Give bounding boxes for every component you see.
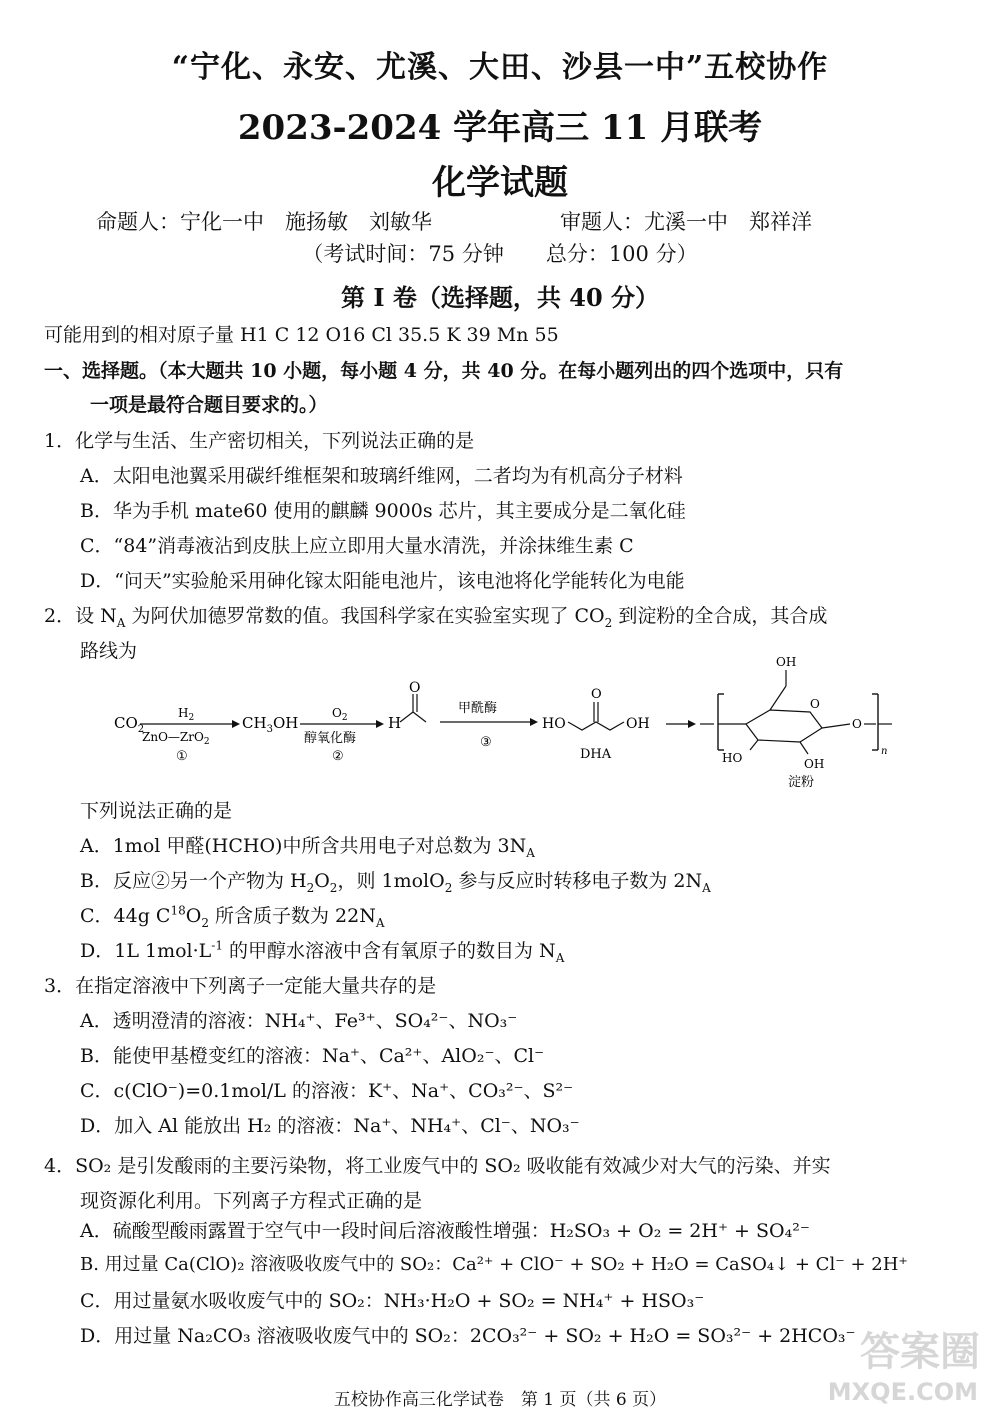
q1-option-d: D．“问天”实验舱采用砷化镓太阳能电池片，该电池将化学能转化为电能 — [80, 570, 685, 592]
q1-option-a: A．太阳电池翼采用碳纤维框架和玻璃纤维网，二者均为有机高分子材料 — [80, 465, 683, 487]
q2-stem-line2: 路线为 — [80, 640, 138, 662]
part-title-line1: 一、选择题。（本大题共 10 小题，每小题 4 分，共 40 分。在每小题列出的四个选项中，只有 — [44, 360, 844, 382]
svg-text:③: ③ — [480, 735, 492, 750]
q2-option-d: D．1L $1mol\cdot L^{-1}$ 的甲醇水溶液中含有氧原子的数目为 $N_A$ — [80, 938, 565, 965]
svg-text:H2: $H_2$ — [178, 706, 195, 723]
svg-text:ZnO—ZrO2: ZnO—ZrO$_2$ — [142, 730, 210, 747]
q3-option-d: D．加入 Al 能放出 H₂ 的溶液：Na⁺、NH₄⁺、Cl⁻、NO₃⁻ — [80, 1115, 580, 1137]
watermark-logo: 答案圈 — [860, 1329, 980, 1375]
synthesis-route-scheme — [110, 650, 900, 790]
q4-option-d: D．用过量 Na₂CO₃ 溶液吸收废气中的 SO₂：2CO₃²⁻ + SO₂ + H₂O = SO₃²⁻ + 2HCO₃⁻ — [80, 1325, 856, 1347]
exam-subject-title: 化学试题 — [432, 163, 568, 203]
q4-option-b: B. 用过量 Ca(ClO)₂ 溶液吸收废气中的 SO₂：Ca²⁺ + ClO⁻ + SO₂ + H₂O = CaSO₄↓ + Cl⁻ + 2H⁺ — [80, 1254, 908, 1275]
svg-text:CH3OH: $CH_3OH$ — [242, 714, 299, 735]
atomic-mass-line: 可能用到的相对原子量 H1 C 12 O16 Cl 35.5 K 39 Mn 55 — [44, 324, 559, 346]
q3-stem: 3．在指定溶液中下列离子一定能大量共存的是 — [44, 975, 437, 997]
svg-text:CO2: $CO_2$ — [114, 714, 145, 735]
svg-text:甲酰酶: 甲酰酶 — [458, 701, 498, 716]
svg-text:OH: OH — [804, 757, 825, 771]
q1-stem: 1．化学与生活、生产密切相关，下列说法正确的是 — [44, 430, 475, 452]
exam-time-score: （考试时间：75 分钟 总分：100 分） — [302, 242, 698, 266]
svg-text:OH: OH — [626, 716, 650, 732]
svg-text:n: n — [881, 746, 888, 757]
svg-text:HO: HO — [542, 716, 566, 732]
q2-option-a: A．1mol 甲醛(HCHO)中所含共用电子对总数为 $3N_A$ — [80, 835, 535, 860]
q3-option-a: A．透明澄清的溶液：NH₄⁺、Fe³⁺、SO₄²⁻、NO₃⁻ — [80, 1010, 518, 1032]
svg-text:①: ① — [176, 749, 188, 764]
svg-text:HO: HO — [722, 751, 743, 765]
svg-text:O: O — [810, 697, 820, 711]
q1-option-b: B．华为手机 mate60 使用的麒麟 9000s 芯片，其主要成分是二氧化硅 — [80, 500, 686, 522]
q2-option-c: C．44g $C^{18}O_2$ 所含质子数为 $22N_A$ — [80, 903, 385, 930]
exam-header-line1: “宁化、永安、尤溪、大田、沙县一中”五校协作 — [171, 50, 829, 85]
q1-option-c: C．“84”消毒液沾到皮肤上应立即用大量水清洗，并涂抹维生素 C — [80, 535, 634, 557]
svg-text:OH: OH — [776, 655, 797, 669]
svg-text:DHA: DHA — [580, 747, 612, 762]
q2-stem-line1: 2．设 $N_A$ 为阿伏加德罗常数的值。我国科学家在实验室实现了 $CO_2$ 到淀粉的全合成，其合成 — [44, 605, 828, 630]
svg-text:H: H — [388, 714, 402, 732]
svg-text:淀粉: 淀粉 — [788, 775, 815, 790]
q3-option-b: B．能使甲基橙变红的溶液：Na⁺、Ca²⁺、AlO₂⁻、Cl⁻ — [80, 1045, 545, 1067]
q4-option-a: A．硫酸型酸雨露置于空气中一段时间后溶液酸性增强：H₂SO₃ + O₂ = 2H⁺ + SO₄²⁻ — [80, 1220, 810, 1242]
authors-left: 命题人：宁化一中 施扬敏 刘敏华 — [96, 210, 432, 234]
watermark-url: MXQE.COM — [827, 1378, 978, 1406]
q3-option-c: C．c(ClO⁻)=0.1mol/L 的溶液：K⁺、Na⁺、CO₃²⁻、S²⁻ — [80, 1080, 574, 1102]
svg-text:O: O — [409, 680, 421, 696]
part-title-line2: 一项是最符合题目要求的。） — [90, 394, 328, 416]
q4-option-c: C．用过量氨水吸收废气中的 SO₂：NH₃·H₂O + SO₂ = NH₄⁺ + HSO₃⁻ — [80, 1290, 705, 1312]
authors-right: 审题人：尤溪一中 郑祥洋 — [560, 210, 812, 234]
q4-stem-line2: 现资源化利用。下列离子方程式正确的是 — [80, 1190, 423, 1212]
svg-text:醇氧化酶: 醇氧化酶 — [304, 731, 357, 746]
svg-text:O: O — [591, 687, 602, 702]
q2-lead: 下列说法正确的是 — [80, 800, 233, 822]
q4-stem-line1: 4．SO₂ 是引发酸雨的主要污染物，将工业废气中的 SO₂ 吸收能有效减少对大气的污染、并实 — [44, 1155, 831, 1177]
section-title: 第 I 卷（选择题，共 40 分） — [340, 283, 660, 312]
q2-option-b: B．反应②另一个产物为 $H_2O_2$，则 1molO$_2$ 参与反应时转移电子数为 $2N_A$ — [80, 870, 711, 895]
svg-text:②: ② — [332, 749, 344, 764]
svg-text:O2: $O_2$ — [332, 706, 348, 723]
page-footer: 五校协作高三化学试卷 第 1 页（共 6 页） — [333, 1390, 667, 1410]
exam-header-line2: 2023-2024 学年高三 11 月联考 — [237, 108, 763, 148]
svg-text:O: O — [852, 717, 862, 731]
